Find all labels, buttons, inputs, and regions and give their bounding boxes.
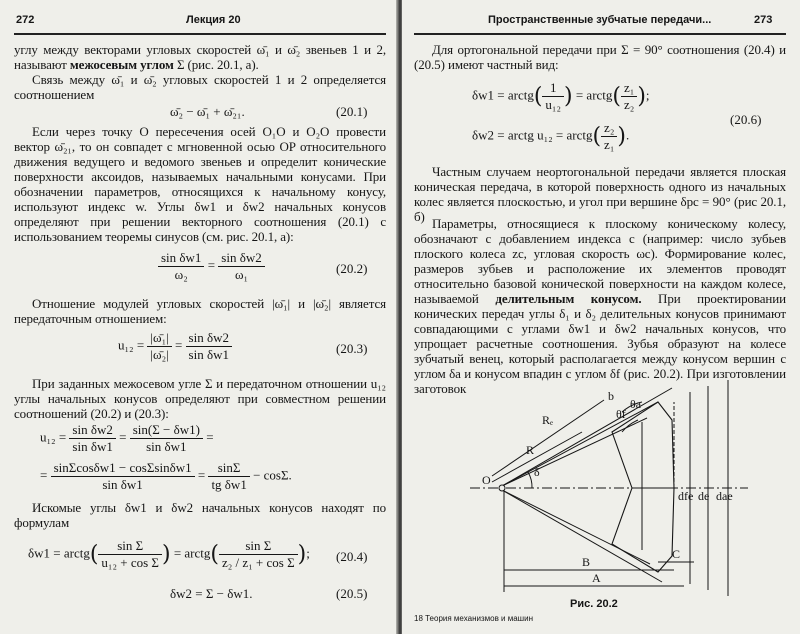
equation-u12-line2: = $\frac{\sin\Sigma\cos\delta w1 - \cos\Sigma\sin\delta w1}{\text{sin δw1}}$ = $\frac{\sin\Sigma}{\text{tg δw1}}$ − cosΣ. <box>40 460 292 492</box>
eq-number-20-4: (20.4) <box>336 549 368 564</box>
label-de: de <box>698 489 710 503</box>
equation-u12-line1: u₁₂ = $\frac{\text{sin δw2}}{\text{sin δw1}}$ = $\frac{\sin(\Sigma - \delta w1)}{\text{sin δw1}}$ = <box>40 422 214 454</box>
header-rule-right <box>414 33 786 35</box>
delta-arc <box>528 472 532 488</box>
label-R: R <box>526 443 535 457</box>
eq-number-20-1: (20.1) <box>336 104 368 119</box>
equation-20-2: $\frac{\text{sin δw1}}{\text{ω₂}}$ = $\frac{\text{sin δw2}}{\text{ω₁}}$ <box>158 250 265 283</box>
figure-caption: Рис. 20.2 <box>570 598 618 610</box>
right-para-3: Параметры, относящиеся к плоскому коническому колесу, обозначают с добавлением индекса c (например: число зубьев плоского колеса zc, угловая скорость ωc). Формирование колес, размеров зубьев и расположение их элементов проводят относительно базовой конической поверхности на каждом колесе, называемой делительным конусом. При проектировании конических передач углы δ₁ и δ₂ делительных конусов принимают совпадающими с углами δw1 и δw2 начальных конусов, что упрощает расчетные соотношения. Зубья образуют на колесе зубчатый венец, который располагается между конусом вершин с углом δa и конусом впадин с углом δf (рис. 20.2). При изготовлении заготовок <box>414 216 786 396</box>
header-rule-left <box>14 33 386 35</box>
eq-number-20-6: (20.6) <box>730 112 762 127</box>
equation-20-4: δw1 = arctg( $\frac{\text{sin Σ}}{\text{u₁₂ + cos Σ}}$ ) = arctg( $\frac{\text{sin Σ}}{\text{z₂ / z₁ + cos Σ}}$ ); <box>28 538 310 570</box>
label-theta-f: θf <box>616 407 626 421</box>
vertex-point <box>499 485 505 491</box>
gear-lower-section <box>612 488 674 572</box>
tip-cone-line <box>502 388 672 486</box>
term-mezhosevoy-ugol: межосевым углом <box>69 57 174 72</box>
eq-number-20-5: (20.5) <box>336 586 368 601</box>
page-number-right: 273 <box>754 14 773 26</box>
label-O: O <box>482 473 491 487</box>
label-theta-a: θa <box>630 397 642 411</box>
equation-20-1: ω̄₂ − ω̄₁ + ω̄₂₁. <box>170 104 245 119</box>
right-page <box>402 0 800 634</box>
left-para-2: Связь между ω̄₁ и ω̄₂ угловых скоростей 1 и 2 определяется соотношением <box>14 72 386 102</box>
page-number-left: 272 <box>16 14 35 26</box>
left-para-5: При заданных межосевом угле Σ и передаточном отношении u₁₂ углы начальных конусов определяют при совместном решении соотношений (20.2) и (20.3): <box>14 376 386 421</box>
left-para-6: Искомые углы δw1 и δw2 начальных конусов находят по формулам <box>14 500 386 530</box>
label-dae: dae <box>716 489 733 503</box>
equation-20-3: u₁₂ = $\frac{\text{|ω̄₁|}}{\text{|ω̄₂|}}$ = $\frac{\text{sin δw2}}{\text{sin δw1}}$ <box>118 330 232 363</box>
bevel-gear-figure <box>462 372 762 600</box>
label-C: C <box>672 547 681 561</box>
term-delitelny-konus: делительным конусом. <box>495 291 642 306</box>
equation-20-6b: δw2 = arctg u₁₂ = arctg( $\frac{\text{z₂}}{\text{z₁}}$ ). <box>472 120 630 152</box>
left-para-3: Если через точку O пересечения осей O₁O и O₂O провести вектор ω̄₂₁, то он совпадет с мгновенной осью OP относительного движения ведущего и ведомого звеньев и определит конические поверхности аксоидов, называемых начальными конусами. При обозначении параметров, относящихся к начальному конусу, используют индекс w. Углы δw1 и δw2 начальных конусов определяют при решении векторного соотношения (20.1) с использованием теоремы синусов (см. рис. 20.1, а): <box>14 124 386 244</box>
running-header-left: Лекция 20 <box>186 14 241 26</box>
label-Re: Rₑ <box>542 413 554 427</box>
right-para-2: Частным случаем неортогональной передачи является плоская коническая передача, в которой поверхность одного из начальных колес является плоскостью, и угол при вершине δpc = 90° (рис 20.1, б) <box>414 164 786 224</box>
label-dfe: dfe <box>678 489 694 503</box>
label-delta: δ <box>534 465 540 479</box>
eq-number-20-3: (20.3) <box>336 341 368 356</box>
left-para-4: Отношение модулей угловых скоростей |ω̄₁| и |ω̄₂| является передаточным отношением: <box>14 296 386 326</box>
equation-20-6a: δw1 = arctg( $\frac{1}{\text{u₁₂}}$ ) = arctg( $\frac{\text{z₁}}{\text{z₂}}$ ); <box>472 80 650 112</box>
footer-note: 18 Теория механизмов и машин <box>414 614 533 623</box>
right-para-1: Для ортогональной передачи при Σ = 90° соотношения (20.4) и (20.5) имеют частный вид: <box>414 42 786 72</box>
left-para-1: углу между векторами угловых скоростей ω̄₁ и ω̄₂ звеньев 1 и 2, называют межосевым углом Σ (рис. 20.1, а). Связь между ω̄₁ и ω̄₂ угловых скоростей 1 и 2 определяется соотношением <box>14 42 386 102</box>
label-b: b <box>608 389 614 403</box>
equation-20-5: δw2 = Σ − δw1. <box>170 586 253 601</box>
running-header-right: Пространственные зубчатые передачи... <box>488 14 712 26</box>
label-B: B <box>582 555 591 569</box>
eq-number-20-2: (20.2) <box>336 261 368 276</box>
label-A: A <box>592 571 601 585</box>
left-page <box>0 0 398 634</box>
